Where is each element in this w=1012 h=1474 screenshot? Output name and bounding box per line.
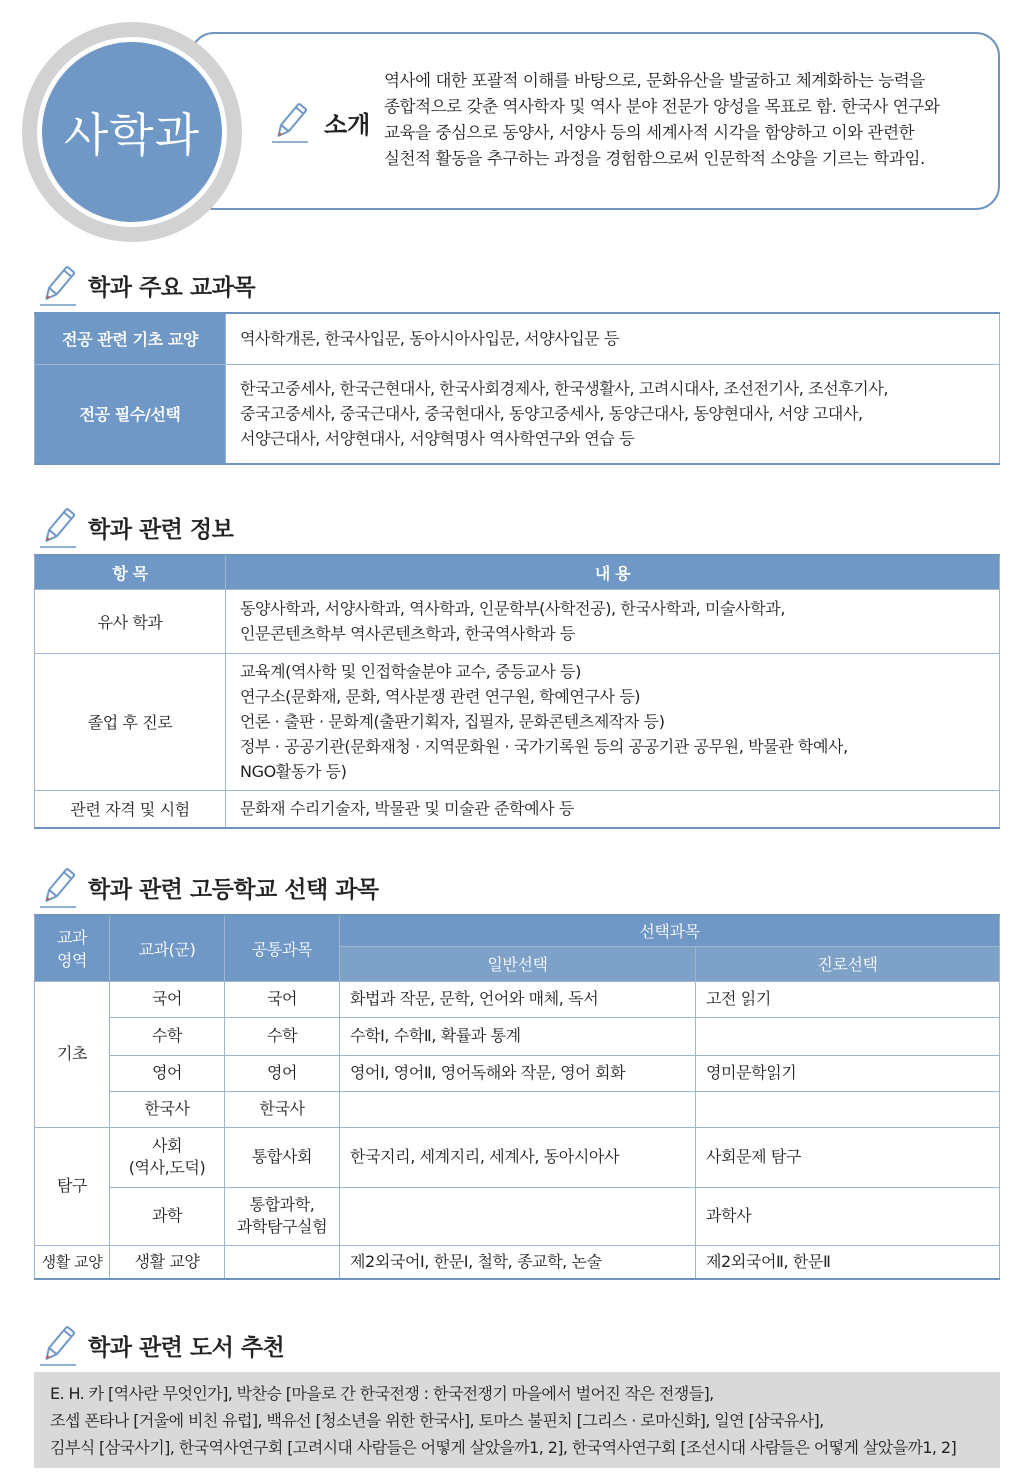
general-cell: 수학Ⅰ, 수학Ⅱ, 확률과 통계 <box>340 1017 696 1055</box>
table-row <box>35 981 1000 1017</box>
table-row <box>35 653 1000 790</box>
intro-heading <box>268 100 370 144</box>
table-row <box>35 589 1000 653</box>
column-header: 항 목 <box>35 555 226 589</box>
header-line: 교과 <box>56 928 88 948</box>
common-cell: 수학 <box>225 1017 340 1055</box>
books-heading <box>36 1322 284 1368</box>
area-cell: 생활 교양 <box>35 1245 110 1279</box>
intro-text <box>384 68 984 172</box>
column-header-common: 공통과목 <box>225 915 340 981</box>
column-header-area <box>35 915 110 981</box>
department-title: 사학과 <box>63 108 201 162</box>
intro-line: 교육을 중심으로 동양사, 서양사 등의 세계사적 시각을 함양하고 이와 관련한 <box>384 123 915 142</box>
table-row <box>35 364 1000 464</box>
career-cell <box>696 1091 1000 1127</box>
value-line: 역사학개론, 한국사입문, 동아시아사입문, 서양사입문 등 <box>240 329 620 349</box>
value-line: 연구소(문화재, 문화, 역사분쟁 관련 연구원, 학예연구사 등) <box>240 687 641 706</box>
row-label: 전공 관련 기초 교양 <box>35 313 226 364</box>
career-cell: 제2외국어Ⅱ, 한문Ⅱ <box>696 1245 1000 1279</box>
table-row <box>35 1091 1000 1127</box>
value-line: 동양사학과, 서양사학과, 역사학과, 인문학부(사학전공), 한국사학과, 미술사학과, <box>240 599 786 618</box>
common-cell: 국어 <box>225 981 340 1017</box>
subjects-table <box>34 914 1000 1280</box>
section-title: 학과 관련 고등학교 선택 과목 <box>88 876 379 903</box>
intro-line: 실천적 활동을 추구하는 과정을 경험함으로써 인문학적 소양을 기르는 학과임. <box>384 149 925 168</box>
table-row <box>35 1245 1000 1279</box>
row-label: 관련 자격 및 시험 <box>35 790 226 828</box>
value-line: 언론 · 출판 · 문화계(출판기획자, 집필자, 문화콘텐츠제작자 등) <box>240 712 665 731</box>
row-label: 전공 필수/선택 <box>35 364 226 464</box>
group-cell: 생활 교양 <box>110 1245 225 1279</box>
department-badge <box>42 42 222 222</box>
general-cell: 영어Ⅰ, 영어Ⅱ, 영어독해와 작문, 영어 회화 <box>340 1055 696 1091</box>
section-title: 학과 관련 정보 <box>88 516 234 543</box>
column-header-group: 교과(군) <box>110 915 225 981</box>
info-heading <box>36 504 233 550</box>
table-row <box>35 1187 1000 1245</box>
value-line: 정부 · 공공기관(문화재청 · 지역문화원 · 국가기록원 등의 공공기관 공무원, 박물관 학예사, <box>240 737 848 756</box>
value-line: 서양근대사, 서양현대사, 서양혁명사 역사학연구와 연습 등 <box>240 429 635 449</box>
value-line: NGO활동가 등) <box>240 762 347 781</box>
column-header: 내 용 <box>226 555 1000 589</box>
table-row <box>35 313 1000 364</box>
area-cell: 탐구 <box>35 1127 110 1245</box>
table-header-row <box>35 915 1000 946</box>
pencil-icon <box>36 505 80 549</box>
general-cell: 화법과 작문, 문학, 언어와 매체, 독서 <box>340 981 696 1017</box>
row-label: 유사 학과 <box>35 589 226 653</box>
row-value <box>226 364 1000 464</box>
common-cell <box>225 1187 340 1245</box>
pencil-icon <box>36 263 80 307</box>
pencil-icon <box>268 100 312 144</box>
value-line: 한국고중세사, 한국근현대사, 한국사회경제사, 한국생활사, 고려시대사, 조선전기사, 조선후기사, <box>240 379 889 399</box>
section-title: 학과 관련 도서 추천 <box>88 1334 285 1361</box>
header-line: 영역 <box>56 951 88 971</box>
table-row <box>35 1127 1000 1187</box>
table-header-row <box>35 555 1000 589</box>
general-cell <box>340 1091 696 1127</box>
books-box <box>34 1372 1000 1468</box>
pencil-icon <box>36 1323 80 1367</box>
group-line: (역사,도덕) <box>128 1158 206 1177</box>
career-cell: 고전 읽기 <box>696 981 1000 1017</box>
info-table <box>34 554 1000 829</box>
group-cell: 국어 <box>110 981 225 1017</box>
career-cell <box>696 1017 1000 1055</box>
book-line: 조셉 폰타나 [거울에 비친 유럽], 백유선 [청소년을 위한 한국사], 토마스 불핀치 [그리스 · 로마신화], 일연 [삼국유사], <box>50 1411 824 1430</box>
group-cell: 과학 <box>110 1187 225 1245</box>
group-cell: 한국사 <box>110 1091 225 1127</box>
value-line: 중국고중세사, 중국근대사, 중국현대사, 동양고중세사, 동양근대사, 동양현대사, 서양 고대사, <box>240 404 863 424</box>
general-cell: 한국지리, 세계지리, 세계사, 동아시아사 <box>340 1127 696 1187</box>
intro-line: 역사에 대한 포괄적 이해를 바탕으로, 문화유산을 발굴하고 체계화하는 능력을 <box>384 71 925 90</box>
column-header-general: 일반선택 <box>340 946 696 981</box>
intro-label: 소개 <box>324 110 371 139</box>
courses-heading <box>36 262 255 308</box>
section-title: 학과 주요 교과목 <box>88 274 256 301</box>
table-row <box>35 1017 1000 1055</box>
group-cell <box>110 1127 225 1187</box>
column-header-elective: 선택과목 <box>340 915 1000 946</box>
area-cell: 기초 <box>35 981 110 1127</box>
group-line: 사회 <box>151 1136 183 1155</box>
common-line: 통합과학, <box>249 1195 315 1214</box>
career-cell: 사회문제 탐구 <box>696 1127 1000 1187</box>
row-value <box>226 313 1000 364</box>
common-cell: 통합사회 <box>225 1127 340 1187</box>
row-label: 졸업 후 진로 <box>35 653 226 790</box>
row-value <box>226 790 1000 828</box>
row-value <box>226 589 1000 653</box>
common-cell: 영어 <box>225 1055 340 1091</box>
value-line: 문화재 수리기술자, 박물관 및 미술관 준학예사 등 <box>240 799 574 819</box>
value-line: 인문콘텐츠학부 역사콘텐츠학과, 한국역사학과 등 <box>240 624 575 643</box>
common-cell <box>225 1245 340 1279</box>
book-line: E. H. 카 [역사란 무엇인가], 박찬승 [마을로 간 한국전쟁 : 한국전쟁기 마을에서 벌어진 작은 전쟁들], <box>50 1384 714 1403</box>
value-line: 교육계(역사학 및 인접학술분야 교수, 중등교사 등) <box>240 662 581 681</box>
row-value <box>226 653 1000 790</box>
group-cell: 영어 <box>110 1055 225 1091</box>
general-cell: 제2외국어Ⅰ, 한문Ⅰ, 철학, 종교학, 논술 <box>340 1245 696 1279</box>
group-cell: 수학 <box>110 1017 225 1055</box>
courses-table <box>34 312 1000 465</box>
table-row <box>35 1055 1000 1091</box>
career-cell: 영미문학읽기 <box>696 1055 1000 1091</box>
column-header-career: 진로선택 <box>696 946 1000 981</box>
subjects-heading <box>36 864 379 910</box>
pencil-icon <box>36 865 80 909</box>
intro-line: 종합적으로 갖춘 역사학자 및 역사 분야 전문가 양성을 목표로 함. 한국사 연구와 <box>384 97 940 116</box>
table-row <box>35 790 1000 828</box>
general-cell <box>340 1187 696 1245</box>
common-line: 과학탐구실험 <box>236 1217 328 1236</box>
common-cell: 한국사 <box>225 1091 340 1127</box>
career-cell: 과학사 <box>696 1187 1000 1245</box>
book-line: 김부식 [삼국사기], 한국역사연구회 [고려시대 사람들은 어떻게 살았을까1, 2], 한국역사연구회 [조선시대 사람들은 어떻게 살았을까1, 2] <box>50 1438 957 1457</box>
